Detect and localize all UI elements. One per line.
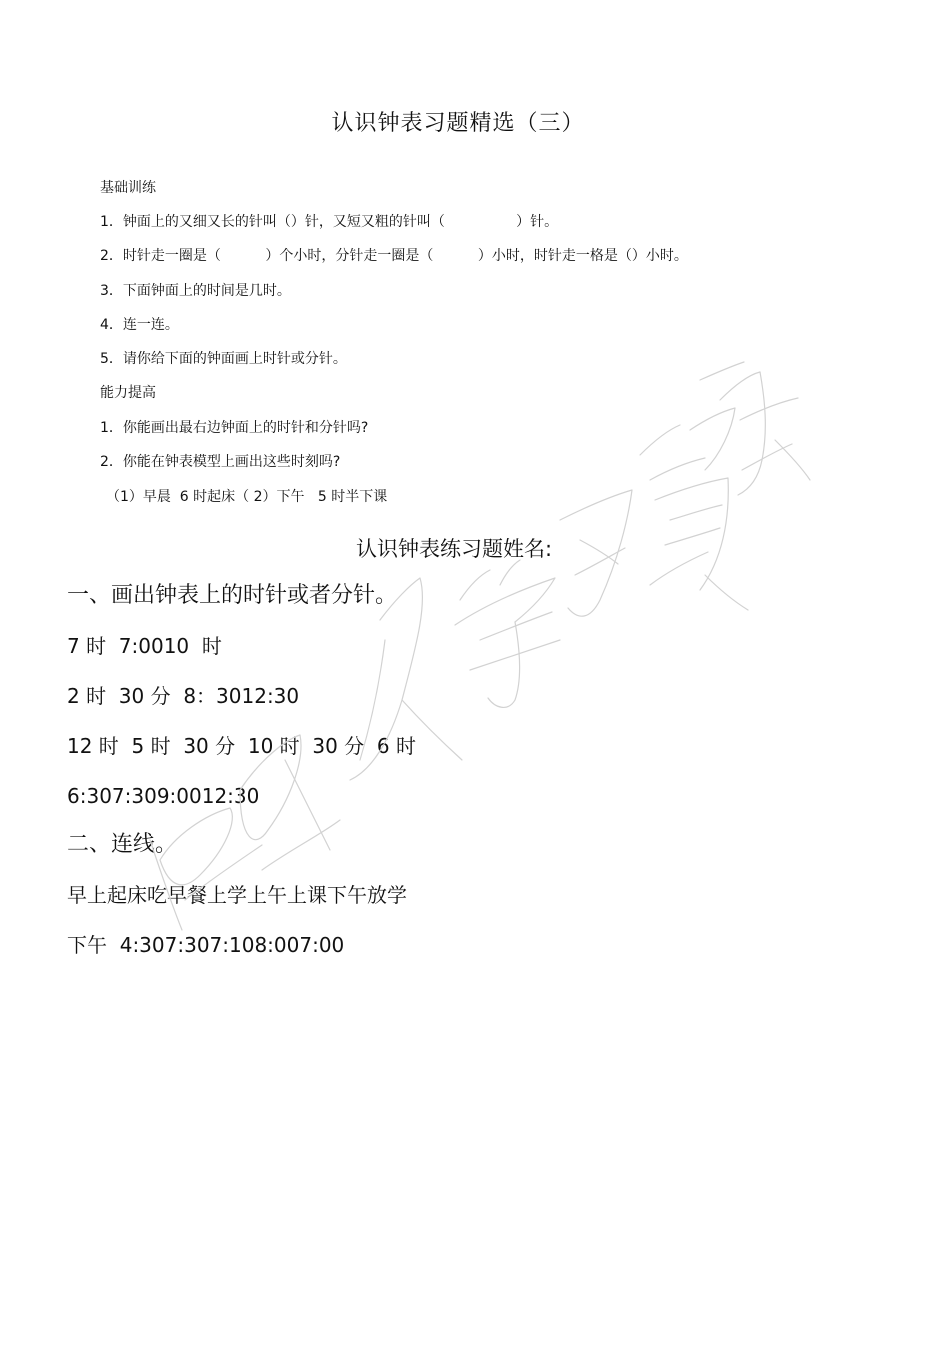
advanced-question-2-subitems: （1）早晨 6 时起床（ 2）下午 5 时半下课 [106, 489, 388, 505]
advanced-question-2: 2．你能在钟表模型上画出这些时刻吗? [100, 454, 341, 470]
section1-line-1: 7 时 7:0010 时 [67, 634, 222, 658]
basic-question-3: 3．下面钟面上的时间是几时。 [100, 283, 291, 299]
section-basic-heading: 基础训练 [100, 180, 156, 196]
section1-line-4: 6:307:309:0012:30 [67, 784, 260, 808]
section1-heading: 一、画出钟表上的时针或者分针。 [67, 583, 398, 608]
basic-question-1: 1．钟面上的又细又长的针叫（）针，又短又粗的针叫（ ）针。 [100, 214, 559, 230]
section2-line-1: 早上起床吃早餐上学上午上课下午放学 [67, 883, 407, 907]
basic-question-2: 2．时针走一圈是（ ）个小时，分针走一圈是（ ）小时，时针走一格是（）小时。 [100, 248, 688, 264]
exercise-title: 认识钟表练习题姓名: [355, 537, 553, 561]
basic-question-5: 5．请你给下面的钟面画上时针或分针。 [100, 351, 347, 367]
section2-line-2: 下午 4:307:307:108:007:00 [67, 933, 345, 957]
section2-heading: 二、连线。 [67, 832, 178, 857]
section1-line-2: 2 时 30 分 8：3012:30 [67, 684, 300, 708]
basic-question-4: 4．连一连。 [100, 317, 179, 333]
section1-line-3: 12 时 5 时 30 分 10 时 30 分 6 时 [67, 734, 416, 758]
advanced-question-1: 1．你能画出最右边钟面上的时针和分针吗? [100, 420, 369, 436]
section-advanced-heading: 能力提高 [100, 385, 156, 401]
worksheet-title: 认识钟表习题精选（三） [331, 111, 585, 136]
